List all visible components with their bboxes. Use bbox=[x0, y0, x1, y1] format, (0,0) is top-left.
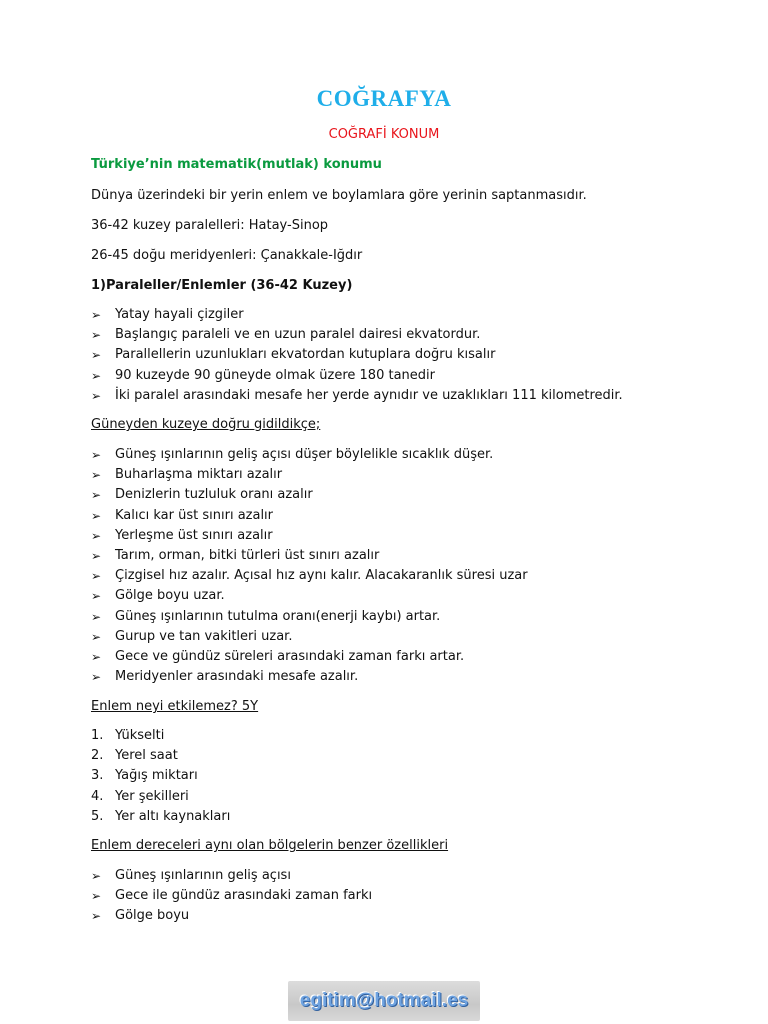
list-item bbox=[91, 627, 528, 647]
arrow-bullet-icon: ➢ bbox=[91, 629, 102, 644]
item-number: 2. bbox=[91, 748, 104, 764]
footer-email: egitim@hotmail.es bbox=[299, 990, 469, 1011]
list-item bbox=[91, 305, 623, 325]
arrow-bullet-icon: ➢ bbox=[91, 889, 102, 904]
list-item bbox=[91, 866, 372, 886]
item-number: 5. bbox=[91, 808, 104, 824]
list-item-text: Gece ve gündüz süreleri arasındaki zaman farkı artar. bbox=[115, 648, 465, 664]
page-subtitle: COĞRAFİ KONUM bbox=[328, 127, 440, 142]
list-item bbox=[91, 607, 528, 627]
list-item bbox=[91, 647, 528, 667]
list-item-text: Kalıcı kar üst sınırı azalır bbox=[115, 507, 274, 523]
numbered-item bbox=[91, 746, 230, 766]
heading-mutlak-konum: Türkiye’nin matematik(mutlak) konumu bbox=[91, 157, 382, 172]
list-item-text: Çizgisel hız azalır. Açısal hız aynı kalır. Alacakaranlık süresi uzar bbox=[115, 568, 528, 584]
item-number: 1. bbox=[91, 728, 104, 743]
numbered-item-text: Yağış miktarı bbox=[115, 768, 198, 784]
arrow-bullet-icon: ➢ bbox=[91, 909, 102, 924]
arrow-bullet-icon: ➢ bbox=[91, 649, 102, 664]
numbered-item-text: Yer şekilleri bbox=[115, 788, 189, 804]
list-item-text: 90 kuzeyde 90 güneyde olmak üzere 180 tanedir bbox=[115, 367, 435, 383]
definition-text: Dünya üzerindeki bir yerin enlem ve boylamlara göre yerinin saptanmasıdır. bbox=[91, 188, 587, 203]
arrow-bullet-icon: ➢ bbox=[91, 869, 102, 883]
list-item bbox=[91, 366, 623, 386]
arrow-bullet-icon: ➢ bbox=[91, 589, 102, 604]
list-item-text: Meridyenler arasındaki mesafe azalır. bbox=[115, 669, 359, 685]
list-item-text: Gölge boyu uzar. bbox=[115, 588, 225, 604]
arrow-bullet-icon: ➢ bbox=[91, 328, 102, 343]
footer-watermark bbox=[288, 981, 480, 1021]
benzer-ozellikler-list bbox=[91, 866, 372, 927]
arrow-bullet-icon: ➢ bbox=[91, 508, 102, 523]
arrow-bullet-icon: ➢ bbox=[91, 348, 102, 363]
meridyen-range-text: 26-45 doğu meridyenleri: Çanakkale-Iğdır bbox=[91, 248, 363, 263]
list-item bbox=[91, 546, 528, 566]
list-item-text: Denizlerin tuzluluk oranı azalır bbox=[115, 487, 313, 503]
arrow-bullet-icon: ➢ bbox=[91, 488, 102, 503]
arrow-bullet-icon: ➢ bbox=[91, 670, 102, 685]
list-item bbox=[91, 667, 528, 687]
arrow-bullet-icon: ➢ bbox=[91, 548, 102, 563]
arrow-bullet-icon: ➢ bbox=[91, 368, 102, 383]
numbered-item-text: Yerel saat bbox=[115, 748, 178, 764]
numbered-item bbox=[91, 766, 230, 786]
list-item-text: Gurup ve tan vakitleri uzar. bbox=[115, 628, 293, 644]
list-item bbox=[91, 526, 528, 546]
list-item bbox=[91, 566, 528, 586]
enlem-etkilemez-list bbox=[91, 726, 230, 827]
list-item bbox=[91, 906, 372, 926]
list-item-text: Başlangıç paraleli ve en uzun paralel dairesi ekvatordur. bbox=[115, 327, 481, 343]
list-item-text: Güneş ışınlarının geliş açısı düşer böylelikle sıcaklık düşer. bbox=[115, 447, 494, 462]
paralel-range-text: 36-42 kuzey paralelleri: Hatay-Sinop bbox=[91, 218, 329, 233]
arrow-bullet-icon: ➢ bbox=[91, 528, 102, 543]
section-paraleller: 1)Paraleller/Enlemler (36-42 Kuzey) bbox=[91, 278, 353, 293]
list-item-text: Tarım, orman, bitki türleri üst sınırı azalır bbox=[115, 547, 380, 563]
list-item bbox=[91, 586, 528, 606]
arrow-bullet-icon: ➢ bbox=[91, 569, 102, 584]
page-title: COĞRAFYA bbox=[316, 86, 452, 111]
list-item-text: Güneş ışınlarının tutulma oranı(enerji kaybı) artar. bbox=[115, 608, 441, 624]
arrow-bullet-icon: ➢ bbox=[91, 308, 102, 322]
list-item-text: İki paralel arasındaki mesafe her yerde aynıdır ve uzaklıkları 111 kilometredir. bbox=[115, 387, 623, 403]
list-item-text: Buharlaşma miktarı azalır bbox=[115, 467, 283, 483]
paralel-list bbox=[91, 305, 623, 406]
list-item-text: Yatay hayali çizgiler bbox=[115, 307, 244, 322]
heading-benzer-ozellikler: Enlem dereceleri aynı olan bölgelerin benzer özellikleri bbox=[91, 838, 449, 853]
numbered-item-text: Yer altı kaynakları bbox=[115, 808, 231, 824]
list-item bbox=[91, 325, 623, 345]
numbered-item-text: Yükselti bbox=[115, 728, 165, 743]
list-item-text: Yerleşme üst sınırı azalır bbox=[115, 527, 273, 543]
list-item-text: Güneş ışınlarının geliş açısı bbox=[115, 868, 291, 883]
list-item bbox=[91, 345, 623, 365]
numbered-item bbox=[91, 787, 230, 807]
heading-guneyden-kuzeye: Güneyden kuzeye doğru gidildikçe; bbox=[91, 417, 321, 432]
list-item bbox=[91, 506, 528, 526]
arrow-bullet-icon: ➢ bbox=[91, 388, 102, 403]
arrow-bullet-icon: ➢ bbox=[91, 448, 102, 462]
numbered-item bbox=[91, 726, 230, 746]
list-item-text: Parallellerin uzunlukları ekvatordan kutuplara doğru kısalır bbox=[115, 347, 496, 363]
heading-enlem-etkilemez: Enlem neyi etkilemez? 5Y bbox=[91, 699, 259, 714]
list-item-text: Gece ile gündüz arasındaki zaman farkı bbox=[115, 888, 373, 904]
item-number: 3. bbox=[91, 768, 104, 784]
guneyden-kuzeye-list bbox=[91, 445, 528, 687]
arrow-bullet-icon: ➢ bbox=[91, 468, 102, 483]
list-item bbox=[91, 386, 623, 406]
list-item bbox=[91, 465, 528, 485]
list-item bbox=[91, 485, 528, 505]
list-item bbox=[91, 445, 528, 465]
numbered-item bbox=[91, 807, 230, 827]
list-item-text: Gölge boyu bbox=[115, 908, 190, 924]
item-number: 4. bbox=[91, 788, 104, 804]
list-item bbox=[91, 886, 372, 906]
arrow-bullet-icon: ➢ bbox=[91, 609, 102, 624]
